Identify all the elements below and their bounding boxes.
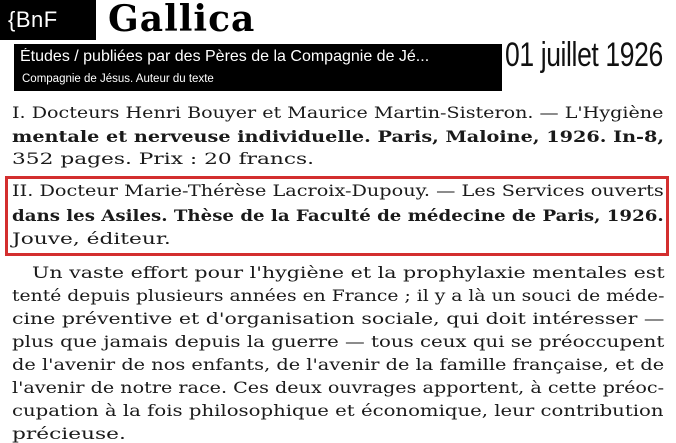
issue-date: 01 juillet 1926 xyxy=(505,36,663,74)
entry2-line2: dans les Asiles. Thèse de la Faculté de médecine de Paris, 1926. xyxy=(12,206,664,225)
paragraph-line: cine préventive et d'organisation sociale, qui doit intéresser — xyxy=(12,310,665,328)
paragraph-line: précieuse. xyxy=(12,425,126,443)
paragraph-line: plus que jamais depuis la guerre — tous ceux qui se préoccupent xyxy=(12,333,665,351)
entry1-line2: mentale et nerveuse individuelle. Paris, Maloine, 1926. In-8, xyxy=(12,127,665,146)
paragraph-line: cupation à la fois philosophique et économique, leur contribution xyxy=(12,402,664,420)
gallica-logo[interactable]: Gallica xyxy=(108,0,256,40)
paragraph-line: l'avenir de notre race. Ces deux ouvrages apportent, à cette préoc- xyxy=(12,379,665,397)
scanned-page xyxy=(0,96,676,443)
entry1-line3: 352 pages. Prix : 20 francs. xyxy=(12,150,315,168)
paragraph-line: tenté depuis plusieurs années en France ; il y a là un souci de méde- xyxy=(12,287,665,305)
entry2-line3: Jouve, éditeur. xyxy=(12,230,171,248)
bnf-logo[interactable]: {BnF xyxy=(0,0,96,40)
entry2-line1: II. Docteur Marie-Thérèse Lacroix-Dupouy. — Les Services ouverts xyxy=(12,182,664,200)
paragraph-line: Un vaste effort pour l'hygiène et la prophylaxie mentales est xyxy=(32,264,665,282)
document-title[interactable]: Études / publiées par des Pères de la Compagnie de Jé... xyxy=(20,48,430,65)
document-title-bar xyxy=(14,44,502,91)
document-author: Compagnie de Jésus. Auteur du texte xyxy=(22,73,214,85)
paragraph-line: de l'avenir de nos enfants, de l'avenir de la famille française, et de xyxy=(12,356,665,374)
gallica-header xyxy=(0,0,676,96)
entry1-line1: I. Docteurs Henri Bouyer et Maurice Martin-Sisteron. — L'Hygiène xyxy=(12,104,664,122)
